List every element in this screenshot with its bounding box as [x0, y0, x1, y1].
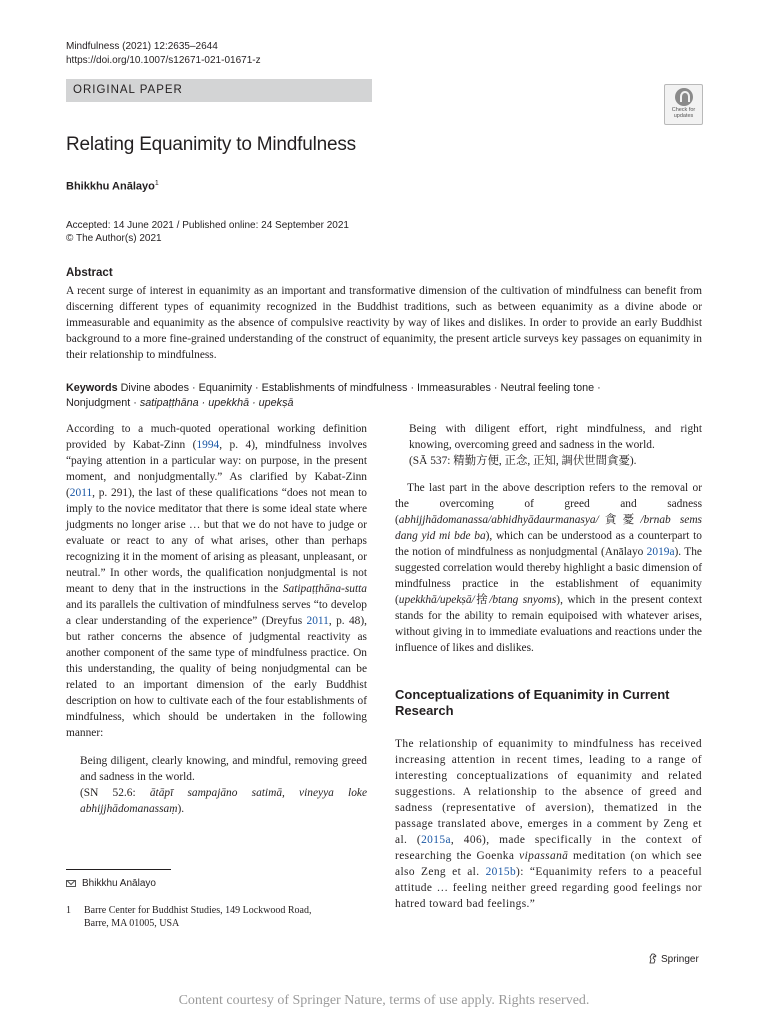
article-title: Relating Equanimity to Mindfulness: [66, 134, 356, 155]
keywords-list-2: Nonjudgment ·: [66, 397, 140, 409]
left-paragraph-1: [66, 421, 367, 741]
keywords-label: Keywords: [66, 382, 118, 394]
text-run: and its parallels the cultivation of mindfulness serves “to develop a clear understanding of the experience” (Dreyfus: [66, 599, 367, 627]
affiliation-number: 1: [66, 905, 71, 916]
springer-horse-icon: [648, 953, 658, 964]
left-block-quote: [80, 753, 367, 817]
italic-term: upekkhā/upekṣā/: [398, 594, 475, 606]
badge-line-2: updates: [673, 113, 694, 119]
quote-pali: ātāpī sampajāno satimā, vineyya loke abhijjhādomanassaṃ: [80, 787, 367, 815]
italic-term: /btang snyoms: [489, 594, 557, 606]
text-run: ), which can be understood as a counterpart to the notion of mindfulness as nonjudgmental (Anālayo: [395, 530, 702, 558]
badge-line-1: Check for: [671, 107, 696, 113]
italic-term: /brnab sems dang yid mi bde ba: [395, 514, 702, 542]
publication-dates: [66, 219, 349, 245]
abstract-heading: Abstract: [66, 267, 113, 279]
citation-link[interactable]: 2011: [69, 487, 93, 499]
journal-citation: Mindfulness (2021) 12:2635–2644: [66, 41, 218, 52]
citation-link[interactable]: 2015a: [421, 834, 451, 846]
courtesy-notice: Content courtesy of Springer Nature, terms of use apply. Rights reserved.: [178, 993, 590, 1008]
right-column: [395, 421, 702, 656]
author-name[interactable]: Bhikkhu Anālayo: [66, 180, 155, 193]
publisher-logo: [648, 953, 699, 965]
text-run: meditation (on which see also Zeng et al.: [395, 850, 702, 878]
envelope-icon: [66, 880, 76, 887]
quote-source: (SN 52.6:: [80, 787, 150, 799]
text-run: , p. 48), but rather concerns the absence of judgmental reactivity as another component of the same type of mindfulness practice. On this understanding, the quality of being nonjudgmental can be related to an important dimension of the early Buddhist description on how to cultivate each of the four establishments of mindfulness, which should be undertaken in the following manner:: [66, 615, 367, 739]
footnote-rule: [66, 869, 171, 870]
publisher-name: Springer: [661, 954, 699, 965]
text-run: ), which in the present context stands for the ability to remain equipoised with whatever arises, without giving in to immediate evaluations and reactions under the influence of likes and dislikes.: [395, 594, 702, 654]
keywords-italic: satipaṭṭhāna · upekkhā · upekṣā: [139, 397, 294, 409]
accepted-published: Accepted: 14 June 2021 / Published online: 24 September 2021: [66, 220, 349, 231]
text-run: ): “Equanimity refers to a peaceful attitude … feeling neither greed regarding good feelings nor hatred toward bad feelings.”: [395, 866, 703, 910]
citation-link[interactable]: 2011: [306, 615, 329, 627]
keywords-list: Divine abodes · Equanimity · Establishments of mindfulness · Immeasurables · Neutral feeling tone ·: [120, 382, 601, 394]
text-run: According to a much-quoted operational working definition provided by Kabat-Zinn (: [66, 423, 367, 451]
author-line: [66, 180, 159, 193]
article-type-band: ORIGINAL PAPER: [66, 79, 372, 102]
text-run: ). The suggested correlation would thereby highlight a basic dimension of mindfulness practice in the establishment of equanimity (: [395, 546, 702, 606]
quote-text: Being diligent, clearly knowing, and mindful, removing greed and sadness in the world.: [80, 755, 367, 783]
citation-link[interactable]: 1994: [196, 439, 220, 451]
right-block-quote: [409, 421, 702, 469]
text-run: , p. 291), the last of these qualifications “does not mean to imply to the novice meditator that there is some ideal state where judgments no longer arise … but that we do not have to judge or evaluate or react to any of what arises, other than perhaps recognizing it in the moment of arising as pleasant, unpleasant, or neutral.” In other words, the qualification nonjudgmental is not meant to deny that in the instructions in the: [66, 487, 367, 595]
author-affiliation-marker[interactable]: 1: [154, 180, 159, 187]
text-run: , 406), made specifically in the context of researching the Goenka: [395, 834, 702, 862]
contact-author[interactable]: [66, 877, 156, 890]
italic-term: Satipaṭṭhāna-sutta: [282, 583, 367, 595]
abstract-body: A recent surge of interest in equanimity as an important and transformative dimension of the cultivation of mindfulness can benefit from discerning different types of equanimity recognized in the Buddhist traditions, such as between equanimity as a divine abode or immeasurable and equanimity as the absence of compulsive reactivity by way of likes and dislikes. In order to provide an early Buddhist background to a more fine-grained understanding of the construct of equanimity, the present article surveys key passages on equanimity in their relationship to mindfulness.: [66, 285, 702, 361]
text-run: , p. 4), mindfulness involves “paying attention in a particular way: on purpose, in the present moment, and nonjudgmentally.” As clarified by Kabat-Zinn (: [66, 439, 367, 499]
citation-link[interactable]: 2019a: [646, 546, 675, 558]
quote-source-end: ).: [177, 803, 185, 815]
copyright: © The Author(s) 2021: [66, 233, 162, 244]
citation-link[interactable]: 2015b: [485, 866, 517, 878]
section-heading: Conceptualizations of Equanimity in Current Research: [395, 687, 670, 718]
doi-link[interactable]: https://doi.org/10.1007/s12671-021-01671-z: [66, 55, 261, 66]
text-run: The last part in the above description refers to the removal or the overcoming of greed and sadness (: [395, 482, 702, 526]
check-updates-icon: [675, 88, 693, 106]
affiliation: [84, 904, 311, 930]
affiliation-line-2: Barre, MA 01005, USA: [84, 918, 180, 929]
check-for-updates-badge[interactable]: [664, 84, 703, 125]
right-paragraph-1: [395, 480, 702, 656]
contact-name: Bhikkhu Anālayo: [82, 878, 156, 889]
quote-source: (SĀ 537: 精勤方便, 正念, 正知, 調伏世間貪憂).: [409, 455, 637, 467]
quote-text: Being with diligent effort, right mindfulness, and right knowing, overcoming greed and sadness in the world.: [409, 423, 702, 451]
italic-term: abhijjhādomanassa/abhidhyādaurmanasya/: [398, 514, 599, 526]
text-run: The relationship of equanimity to mindfulness has received increasing attention in recent times, leading to a range of interesting conceptualizations of equanimity and related suggestions. A relationship to the absence of greed and sadness (representative of aversion), thematized in the passage translated above, emerges in a comment by Zeng et al. (: [395, 738, 702, 846]
keywords: [66, 381, 706, 411]
section-paragraph: [395, 736, 702, 912]
italic-term: vipassanā: [519, 850, 569, 862]
affiliation-line-1: Barre Center for Buddhist Studies, 149 Lockwood Road,: [84, 905, 312, 916]
left-column: [66, 421, 367, 817]
right-paragraph-2: [395, 736, 702, 912]
cjk-term: 捨: [474, 594, 490, 606]
cjk-term: 貪憂: [598, 514, 641, 526]
